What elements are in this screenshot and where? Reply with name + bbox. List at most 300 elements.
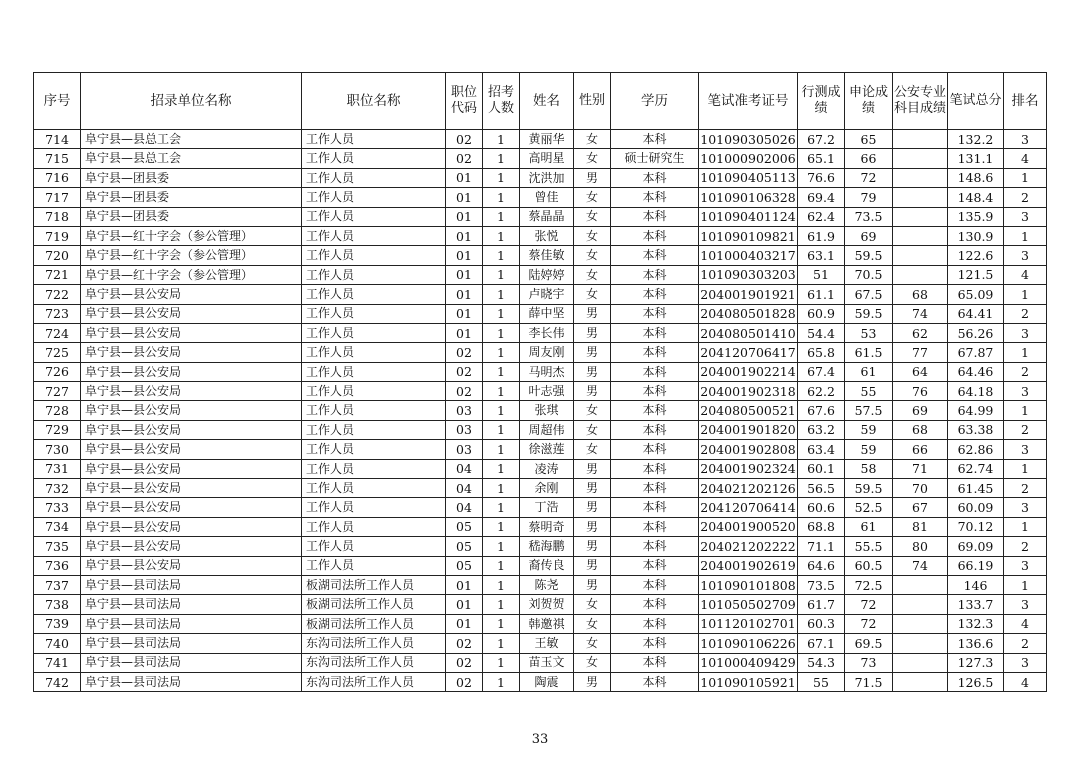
cell-name: 余刚 [520,479,574,498]
cell-unit: 阜宁县—县公安局 [81,382,302,401]
table-row [34,614,1047,633]
cell-shenlun: 71.5 [845,672,893,691]
cell-total: 146 [948,575,1004,594]
cell-unit: 阜宁县—红十字会（参公管理） [81,226,302,245]
cell-shenlun: 59.5 [845,304,893,323]
table-row [34,459,1047,478]
cell-rank: 2 [1004,420,1047,439]
cell-shenlun: 59.5 [845,479,893,498]
cell-rank: 3 [1004,498,1047,517]
cell-rank: 3 [1004,653,1047,672]
cell-name: 丁浩 [520,498,574,517]
cell-gender: 女 [574,401,611,420]
cell-xingce: 68.8 [798,517,845,536]
cell-gender: 女 [574,614,611,633]
cell-gender: 男 [574,382,611,401]
cell-rank: 2 [1004,537,1047,556]
cell-total: 121.5 [948,265,1004,284]
cell-code: 01 [446,168,483,187]
cell-name: 黄丽华 [520,130,574,149]
cell-total: 62.74 [948,459,1004,478]
cell-education: 本科 [611,246,699,265]
cell-quota: 1 [483,672,520,691]
cell-name: 韩邀祺 [520,614,574,633]
cell-quota: 1 [483,130,520,149]
cell-total: 66.19 [948,556,1004,575]
cell-gender: 男 [574,498,611,517]
cell-xingce: 61.1 [798,285,845,304]
cell-position: 东沟司法所工作人员 [302,672,446,691]
cell-xingce: 51 [798,265,845,284]
cell-no: 716 [34,168,81,187]
cell-police [893,265,948,284]
cell-name: 嵇海鹏 [520,537,574,556]
cell-ticket: 101090109821 [699,226,798,245]
cell-rank: 3 [1004,130,1047,149]
cell-education: 本科 [611,285,699,304]
cell-total: 64.18 [948,382,1004,401]
cell-quota: 1 [483,556,520,575]
cell-xingce: 62.4 [798,207,845,226]
cell-shenlun: 70.5 [845,265,893,284]
table-row [34,226,1047,245]
cell-shenlun: 59 [845,420,893,439]
cell-code: 05 [446,517,483,536]
cell-quota: 1 [483,459,520,478]
header-code: 职位代码 [446,73,483,130]
table-row [34,479,1047,498]
cell-xingce: 62.2 [798,382,845,401]
cell-police: 77 [893,343,948,362]
score-table [33,72,1047,692]
cell-gender: 女 [574,634,611,653]
cell-ticket: 204001902318 [699,382,798,401]
cell-name: 沈洪加 [520,168,574,187]
cell-total: 148.4 [948,188,1004,207]
cell-shenlun: 59 [845,440,893,459]
cell-gender: 男 [574,459,611,478]
cell-ticket: 204001902324 [699,459,798,478]
cell-shenlun: 65 [845,130,893,149]
cell-education: 本科 [611,498,699,517]
cell-shenlun: 72.5 [845,575,893,594]
cell-no: 726 [34,362,81,381]
cell-xingce: 67.1 [798,634,845,653]
cell-name: 马明杰 [520,362,574,381]
cell-total: 133.7 [948,595,1004,614]
cell-rank: 1 [1004,226,1047,245]
cell-education: 本科 [611,634,699,653]
cell-name: 凌涛 [520,459,574,478]
table-row [34,672,1047,691]
cell-xingce: 61.7 [798,595,845,614]
cell-shenlun: 55.5 [845,537,893,556]
cell-quota: 1 [483,595,520,614]
header-education: 学历 [611,73,699,130]
cell-code: 02 [446,343,483,362]
cell-ticket: 204120706417 [699,343,798,362]
cell-name: 李长伟 [520,323,574,342]
cell-xingce: 61.9 [798,226,845,245]
cell-rank: 3 [1004,246,1047,265]
cell-position: 工作人员 [302,188,446,207]
cell-shenlun: 79 [845,188,893,207]
cell-rank: 1 [1004,401,1047,420]
cell-xingce: 65.8 [798,343,845,362]
cell-police: 71 [893,459,948,478]
cell-no: 723 [34,304,81,323]
cell-position: 工作人员 [302,459,446,478]
header-police: 公安专业科目成绩 [893,73,948,130]
cell-gender: 男 [574,479,611,498]
cell-education: 硕士研究生 [611,149,699,168]
cell-education: 本科 [611,265,699,284]
cell-no: 731 [34,459,81,478]
cell-unit: 阜宁县—县公安局 [81,420,302,439]
cell-ticket: 204080501410 [699,323,798,342]
cell-police: 68 [893,285,948,304]
cell-no: 739 [34,614,81,633]
cell-no: 737 [34,575,81,594]
cell-gender: 男 [574,517,611,536]
header-rank: 排名 [1004,73,1047,130]
cell-rank: 2 [1004,362,1047,381]
cell-position: 工作人员 [302,420,446,439]
cell-xingce: 65.1 [798,149,845,168]
cell-police [893,672,948,691]
cell-unit: 阜宁县—县公安局 [81,440,302,459]
cell-police [893,188,948,207]
cell-education: 本科 [611,517,699,536]
cell-gender: 男 [574,323,611,342]
table-row [34,556,1047,575]
cell-ticket: 101090401124 [699,207,798,226]
cell-rank: 3 [1004,440,1047,459]
cell-code: 01 [446,304,483,323]
cell-no: 718 [34,207,81,226]
cell-no: 733 [34,498,81,517]
cell-education: 本科 [611,556,699,575]
table-row [34,168,1047,187]
cell-position: 板湖司法所工作人员 [302,575,446,594]
cell-no: 741 [34,653,81,672]
cell-gender: 女 [574,265,611,284]
cell-quota: 1 [483,479,520,498]
cell-no: 728 [34,401,81,420]
cell-education: 本科 [611,459,699,478]
cell-police [893,614,948,633]
cell-police: 67 [893,498,948,517]
cell-xingce: 60.6 [798,498,845,517]
cell-gender: 女 [574,149,611,168]
cell-ticket: 204080501828 [699,304,798,323]
cell-ticket: 204001901921 [699,285,798,304]
cell-name: 陆婷婷 [520,265,574,284]
cell-gender: 女 [574,246,611,265]
cell-education: 本科 [611,401,699,420]
cell-shenlun: 57.5 [845,401,893,420]
cell-ticket: 101000902006 [699,149,798,168]
table-row [34,343,1047,362]
cell-no: 714 [34,130,81,149]
cell-position: 工作人员 [302,556,446,575]
cell-ticket: 101120102701 [699,614,798,633]
cell-rank: 2 [1004,188,1047,207]
cell-position: 工作人员 [302,323,446,342]
cell-quota: 1 [483,517,520,536]
cell-position: 工作人员 [302,517,446,536]
cell-code: 02 [446,653,483,672]
table-row [34,653,1047,672]
cell-ticket: 101050502709 [699,595,798,614]
cell-no: 730 [34,440,81,459]
cell-police: 66 [893,440,948,459]
cell-education: 本科 [611,226,699,245]
table-body [34,130,1047,692]
cell-position: 工作人员 [302,265,446,284]
cell-position: 工作人员 [302,382,446,401]
cell-code: 02 [446,672,483,691]
cell-position: 工作人员 [302,479,446,498]
cell-name: 叶志强 [520,382,574,401]
cell-code: 03 [446,440,483,459]
cell-unit: 阜宁县—县司法局 [81,634,302,653]
cell-gender: 女 [574,595,611,614]
cell-police: 80 [893,537,948,556]
cell-rank: 2 [1004,634,1047,653]
cell-ticket: 204001902619 [699,556,798,575]
cell-gender: 男 [574,575,611,594]
cell-name: 卢晓宇 [520,285,574,304]
cell-shenlun: 52.5 [845,498,893,517]
cell-total: 126.5 [948,672,1004,691]
cell-education: 本科 [611,614,699,633]
cell-code: 01 [446,595,483,614]
cell-xingce: 71.1 [798,537,845,556]
table-row [34,420,1047,439]
cell-total: 69.09 [948,537,1004,556]
cell-ticket: 101090303203 [699,265,798,284]
cell-quota: 1 [483,634,520,653]
cell-quota: 1 [483,207,520,226]
cell-code: 01 [446,614,483,633]
cell-shenlun: 66 [845,149,893,168]
cell-rank: 1 [1004,343,1047,362]
cell-gender: 女 [574,207,611,226]
cell-total: 135.9 [948,207,1004,226]
cell-no: 727 [34,382,81,401]
cell-position: 板湖司法所工作人员 [302,595,446,614]
cell-unit: 阜宁县—县公安局 [81,285,302,304]
cell-no: 719 [34,226,81,245]
cell-unit: 阜宁县—红十字会（参公管理） [81,265,302,284]
cell-total: 61.45 [948,479,1004,498]
cell-shenlun: 61 [845,362,893,381]
cell-police [893,653,948,672]
cell-police: 69 [893,401,948,420]
cell-gender: 男 [574,672,611,691]
cell-unit: 阜宁县—县司法局 [81,653,302,672]
cell-name: 薛中坚 [520,304,574,323]
cell-no: 724 [34,323,81,342]
cell-unit: 阜宁县—团县委 [81,168,302,187]
cell-education: 本科 [611,575,699,594]
cell-ticket: 101090105921 [699,672,798,691]
cell-total: 136.6 [948,634,1004,653]
cell-code: 01 [446,188,483,207]
cell-unit: 阜宁县—县司法局 [81,614,302,633]
table-row [34,285,1047,304]
cell-xingce: 60.9 [798,304,845,323]
cell-name: 裔传良 [520,556,574,575]
cell-position: 东沟司法所工作人员 [302,634,446,653]
table-row [34,401,1047,420]
header-ticket: 笔试准考证号 [699,73,798,130]
cell-rank: 1 [1004,575,1047,594]
header-row [34,73,1047,130]
cell-ticket: 204120706414 [699,498,798,517]
cell-no: 722 [34,285,81,304]
cell-ticket: 101000403217 [699,246,798,265]
cell-position: 工作人员 [302,246,446,265]
cell-total: 64.41 [948,304,1004,323]
cell-code: 03 [446,420,483,439]
cell-no: 720 [34,246,81,265]
cell-gender: 女 [574,285,611,304]
cell-no: 732 [34,479,81,498]
table-row [34,382,1047,401]
cell-ticket: 204001900520 [699,517,798,536]
cell-gender: 男 [574,304,611,323]
cell-position: 工作人员 [302,207,446,226]
table-row [34,537,1047,556]
cell-unit: 阜宁县—县公安局 [81,498,302,517]
page-number: 33 [531,732,549,747]
cell-code: 02 [446,382,483,401]
cell-shenlun: 69 [845,226,893,245]
cell-rank: 3 [1004,323,1047,342]
cell-ticket: 101090106226 [699,634,798,653]
cell-quota: 1 [483,575,520,594]
cell-shenlun: 67.5 [845,285,893,304]
cell-quota: 1 [483,149,520,168]
header-xingce: 行测成绩 [798,73,845,130]
cell-xingce: 56.5 [798,479,845,498]
cell-unit: 阜宁县—县总工会 [81,149,302,168]
cell-police [893,575,948,594]
cell-shenlun: 61 [845,517,893,536]
cell-no: 735 [34,537,81,556]
header-name: 姓名 [520,73,574,130]
cell-police: 70 [893,479,948,498]
cell-education: 本科 [611,323,699,342]
cell-code: 02 [446,149,483,168]
cell-xingce: 54.3 [798,653,845,672]
cell-gender: 女 [574,653,611,672]
cell-rank: 3 [1004,556,1047,575]
cell-police [893,226,948,245]
cell-no: 736 [34,556,81,575]
cell-unit: 阜宁县—县公安局 [81,323,302,342]
cell-education: 本科 [611,130,699,149]
cell-xingce: 63.2 [798,420,845,439]
cell-gender: 女 [574,226,611,245]
cell-xingce: 63.1 [798,246,845,265]
cell-xingce: 63.4 [798,440,845,459]
cell-position: 工作人员 [302,285,446,304]
cell-quota: 1 [483,362,520,381]
cell-code: 04 [446,479,483,498]
cell-position: 工作人员 [302,401,446,420]
table-row [34,498,1047,517]
cell-education: 本科 [611,382,699,401]
table-row [34,575,1047,594]
cell-position: 工作人员 [302,149,446,168]
cell-police [893,168,948,187]
cell-education: 本科 [611,479,699,498]
cell-code: 05 [446,537,483,556]
cell-no: 721 [34,265,81,284]
table-row [34,362,1047,381]
cell-shenlun: 72 [845,614,893,633]
cell-position: 工作人员 [302,537,446,556]
cell-shenlun: 72 [845,168,893,187]
header-position: 职位名称 [302,73,446,130]
cell-unit: 阜宁县—县公安局 [81,537,302,556]
cell-code: 02 [446,130,483,149]
cell-unit: 阜宁县—团县委 [81,188,302,207]
cell-education: 本科 [611,343,699,362]
cell-code: 04 [446,498,483,517]
cell-unit: 阜宁县—县总工会 [81,130,302,149]
header-shenlun: 申论成绩 [845,73,893,130]
cell-position: 板湖司法所工作人员 [302,614,446,633]
table-row [34,304,1047,323]
cell-total: 131.1 [948,149,1004,168]
cell-education: 本科 [611,537,699,556]
cell-name: 蔡明奇 [520,517,574,536]
cell-police: 68 [893,420,948,439]
cell-ticket: 204001902214 [699,362,798,381]
cell-xingce: 60.1 [798,459,845,478]
header-gender: 性别 [574,73,611,130]
cell-unit: 阜宁县—县公安局 [81,304,302,323]
cell-name: 张琪 [520,401,574,420]
cell-gender: 女 [574,440,611,459]
cell-ticket: 204021202222 [699,537,798,556]
cell-xingce: 76.6 [798,168,845,187]
cell-quota: 1 [483,188,520,207]
cell-unit: 阜宁县—县公安局 [81,401,302,420]
cell-name: 周友刚 [520,343,574,362]
cell-rank: 4 [1004,614,1047,633]
cell-position: 东沟司法所工作人员 [302,653,446,672]
cell-education: 本科 [611,168,699,187]
cell-ticket: 101090305026 [699,130,798,149]
cell-no: 729 [34,420,81,439]
cell-position: 工作人员 [302,440,446,459]
cell-gender: 男 [574,168,611,187]
cell-quota: 1 [483,323,520,342]
table-row [34,595,1047,614]
cell-name: 苗玉文 [520,653,574,672]
cell-name: 周超伟 [520,420,574,439]
table-row [34,207,1047,226]
cell-rank: 1 [1004,459,1047,478]
cell-shenlun: 73 [845,653,893,672]
header-unit: 招录单位名称 [81,73,302,130]
cell-shenlun: 53 [845,323,893,342]
